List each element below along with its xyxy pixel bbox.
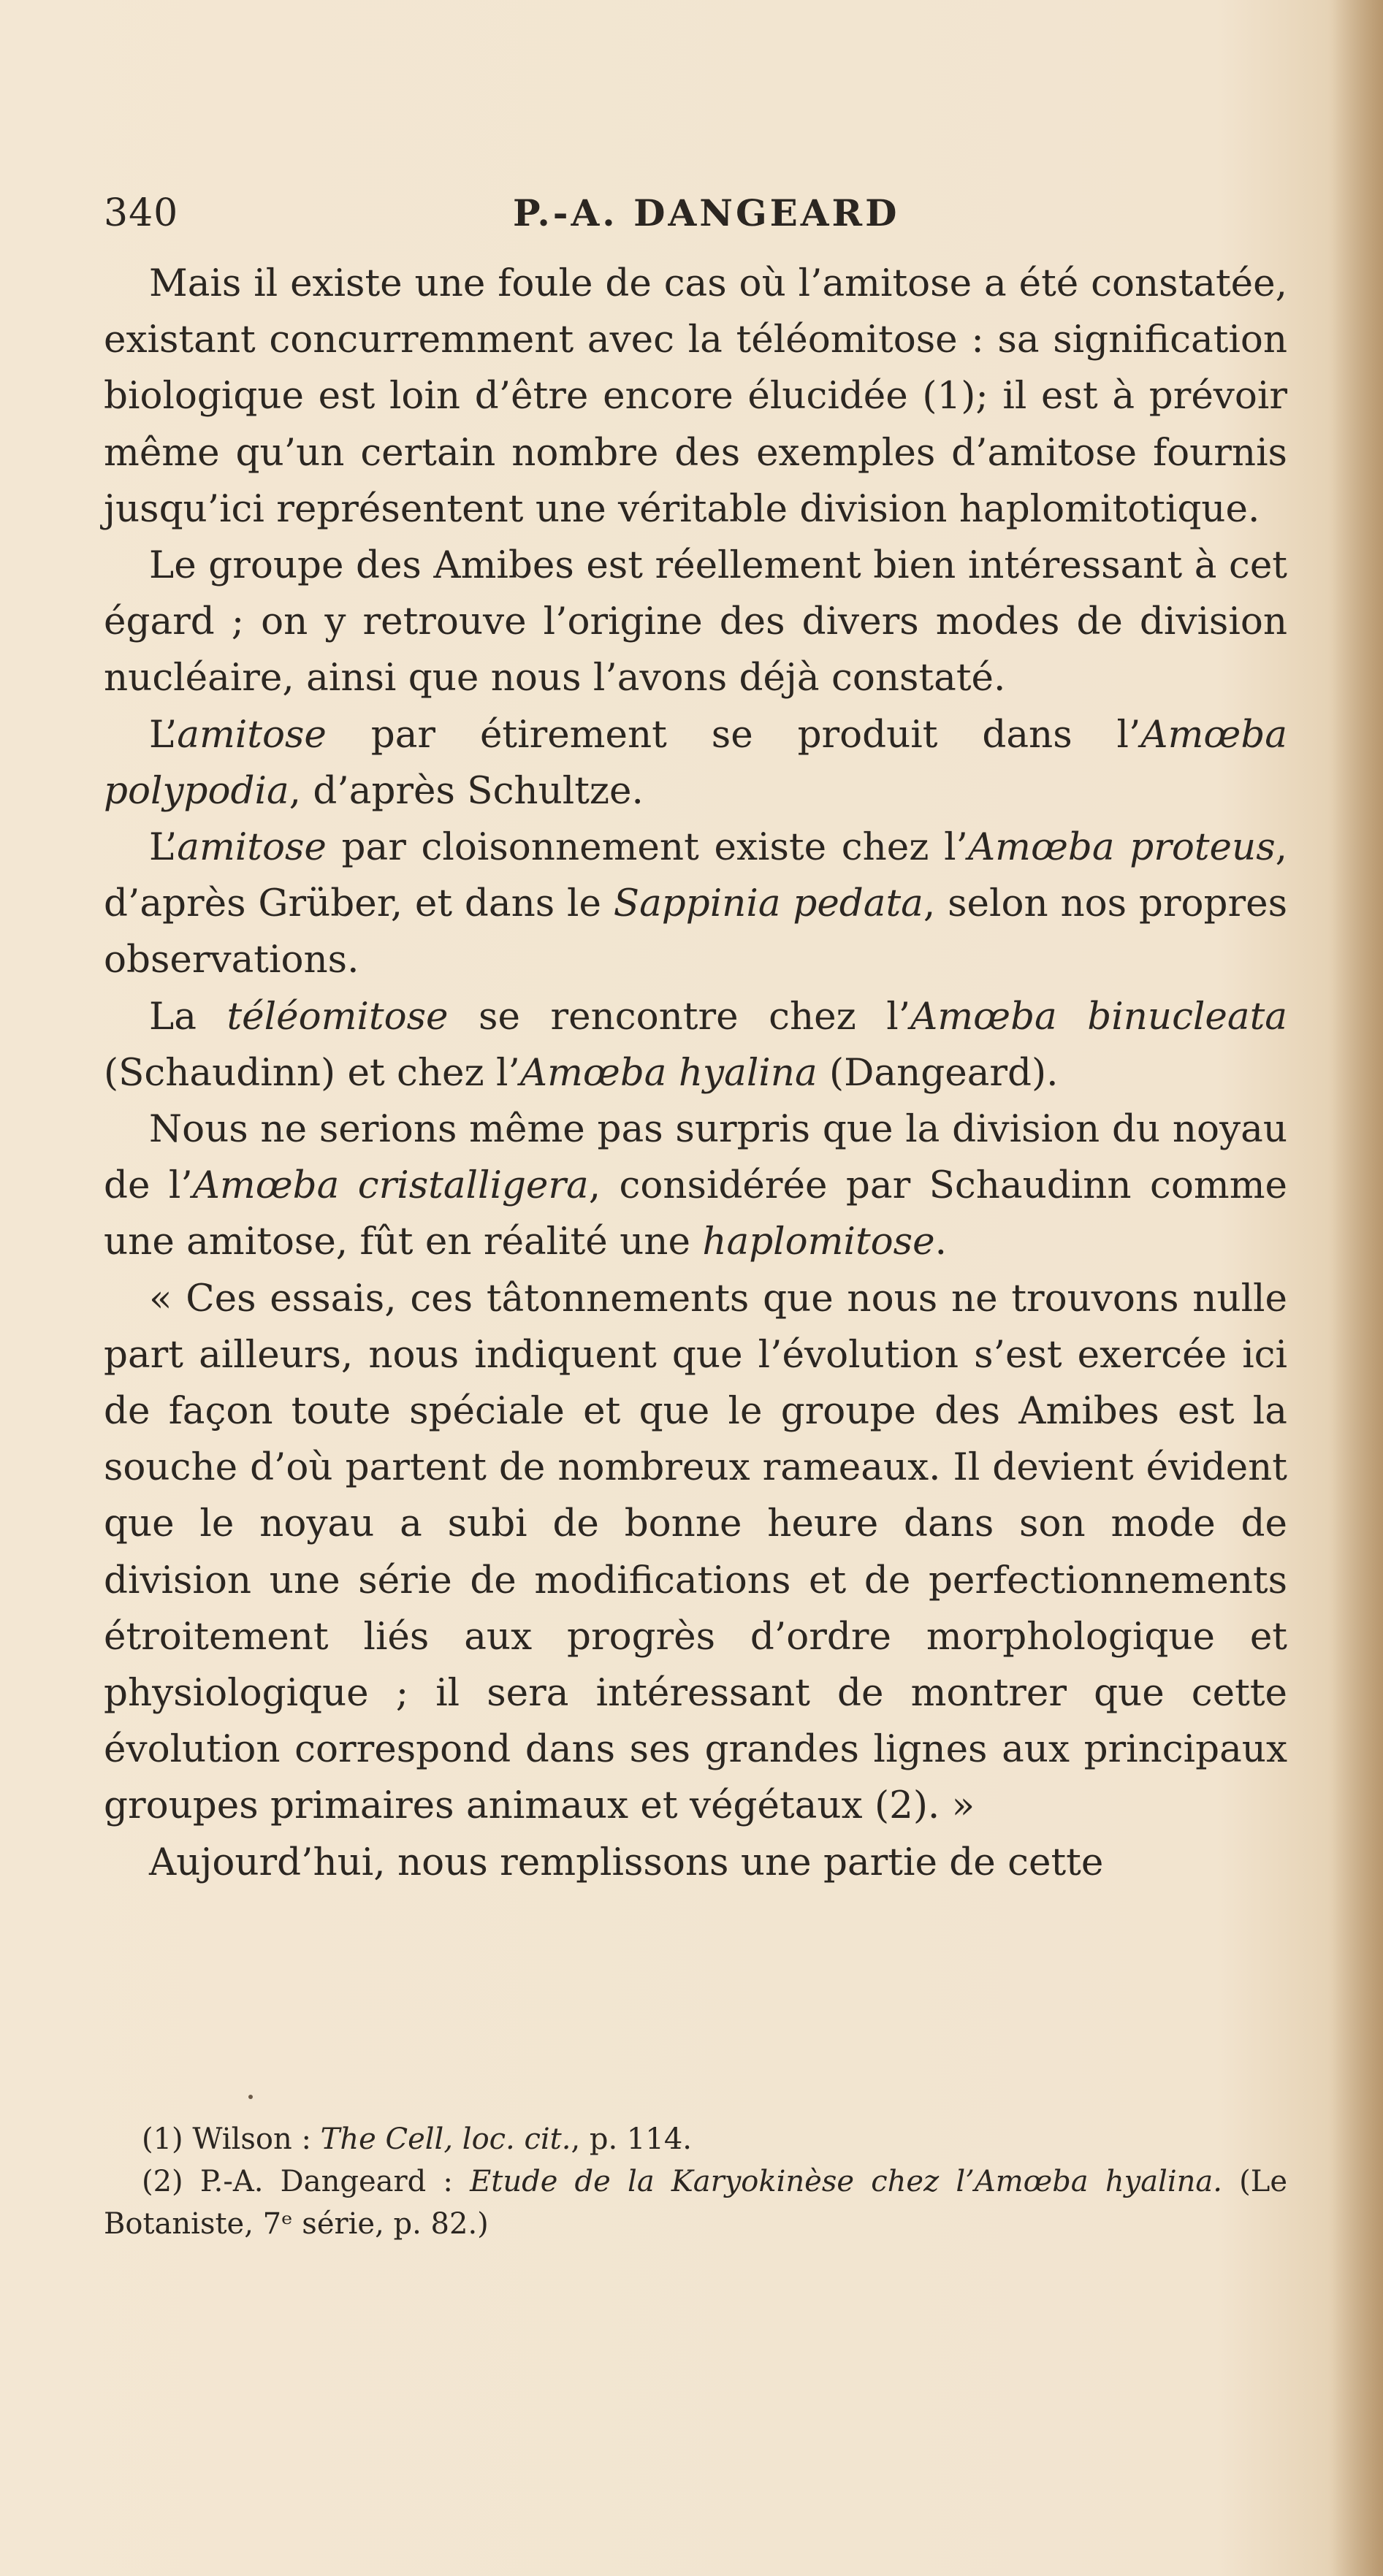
text-span: , considérée par Schaudinn comme une amitose, fût en réalité une xyxy=(104,1163,1288,1264)
species-name: Amœba hyalina xyxy=(519,1050,818,1095)
footnote-1 xyxy=(104,2118,1287,2160)
page-number: 340 xyxy=(104,191,179,235)
text-span: par cloisonnement existe chez l’ xyxy=(326,825,968,870)
italic-term: amitose xyxy=(177,712,327,757)
text-span: La xyxy=(149,994,227,1039)
paragraph-6 xyxy=(104,1101,1287,1271)
paragraph-3 xyxy=(104,707,1287,819)
text-span: se rencontre chez l’ xyxy=(448,994,911,1039)
paragraph-1: Mais il existe une foule de cas où l’amitose a été constatée, existant concurremment avec la téléomitose : sa signification biologique est loin d’être encore élucidée (1); il est à prévoir même qu’un certain nombre des exemples d’amitose fournis jusqu’ici représentent une véritable division haplomitotique. xyxy=(104,261,1287,531)
text-span: , d’après Grüber, et dans le xyxy=(104,825,1287,926)
text-span: , selon nos propres observations. xyxy=(104,882,1287,982)
running-head xyxy=(104,191,1287,250)
species-name: Amœba cristalligera xyxy=(192,1163,589,1208)
text-span: L’ xyxy=(149,712,178,757)
text-span: (2) P.-A. Dangeard : xyxy=(142,2165,470,2198)
footnote-2 xyxy=(104,2160,1287,2245)
text-span: (Le Botaniste, 7ᵉ série, p. 82.) xyxy=(104,2165,1287,2241)
paragraph-5 xyxy=(104,989,1287,1101)
text-span: , d’après Schultze. xyxy=(289,768,644,813)
species-name: Sappinia pedata xyxy=(613,882,923,926)
text-span: . xyxy=(934,1220,947,1264)
italic-term: amitose xyxy=(177,825,327,870)
italic-term: haplomitose xyxy=(702,1220,935,1264)
citation-title: Etude de la Karyokinèse chez l’Amœba hyalina. xyxy=(470,2165,1222,2198)
running-head-author: P.-A. DANGEARD xyxy=(513,191,900,234)
text-span: (Schaudinn) et chez l’ xyxy=(104,1050,520,1095)
footnote-mark xyxy=(248,2095,253,2099)
text-span: par étirement se produit dans l’ xyxy=(326,712,1141,757)
species-name: Amœba proteus xyxy=(967,825,1276,870)
paragraph-7-quote: « Ces essais, ces tâtonnements que nous ne trouvons nulle part ailleurs, nous indiquent que l’évolution s’est exercée ici de façon toute spéciale et que le groupe des Amibes est la souche d’où partent de nombreux rameaux. Il devient évident que le noyau a subi de bonne heure dans son mode de division une série de modifications et de perfectionnements étroitement liés aux progrès d’ordre morphologique et physiologique ; il sera intéressant de montrer que cette évolution correspond dans ses grandes lignes aux principaux groupes primaires animaux et végétaux (2). » xyxy=(104,1276,1287,1828)
footnotes xyxy=(104,2118,1287,2245)
paragraph-4 xyxy=(104,819,1287,989)
species-name: Amœba polypodia xyxy=(104,712,1287,813)
italic-term: téléomitose xyxy=(226,994,449,1039)
citation-title: The Cell, loc. cit. xyxy=(320,2122,571,2156)
text-span: (1) Wilson : xyxy=(142,2122,321,2156)
species-name: Amœba binucleata xyxy=(910,994,1287,1039)
page-edge-shadow xyxy=(1332,0,1383,2576)
text-span: L’ xyxy=(149,825,178,870)
text-span: , p. 114. xyxy=(571,2122,692,2156)
paragraph-2: Le groupe des Amibes est réellement bien intéressant à cet égard ; on y retrouve l’origine des divers modes de division nucléaire, ainsi que nous l’avons déjà constaté. xyxy=(104,543,1287,700)
paragraph-8: Aujourd’hui, nous remplissons une partie de cette xyxy=(149,1840,1104,1884)
body-text xyxy=(104,256,1287,1891)
text-span: (Dangeard). xyxy=(817,1050,1059,1095)
text-span: Nous ne serions même pas surpris que la division du noyau de l’ xyxy=(104,1107,1287,1208)
